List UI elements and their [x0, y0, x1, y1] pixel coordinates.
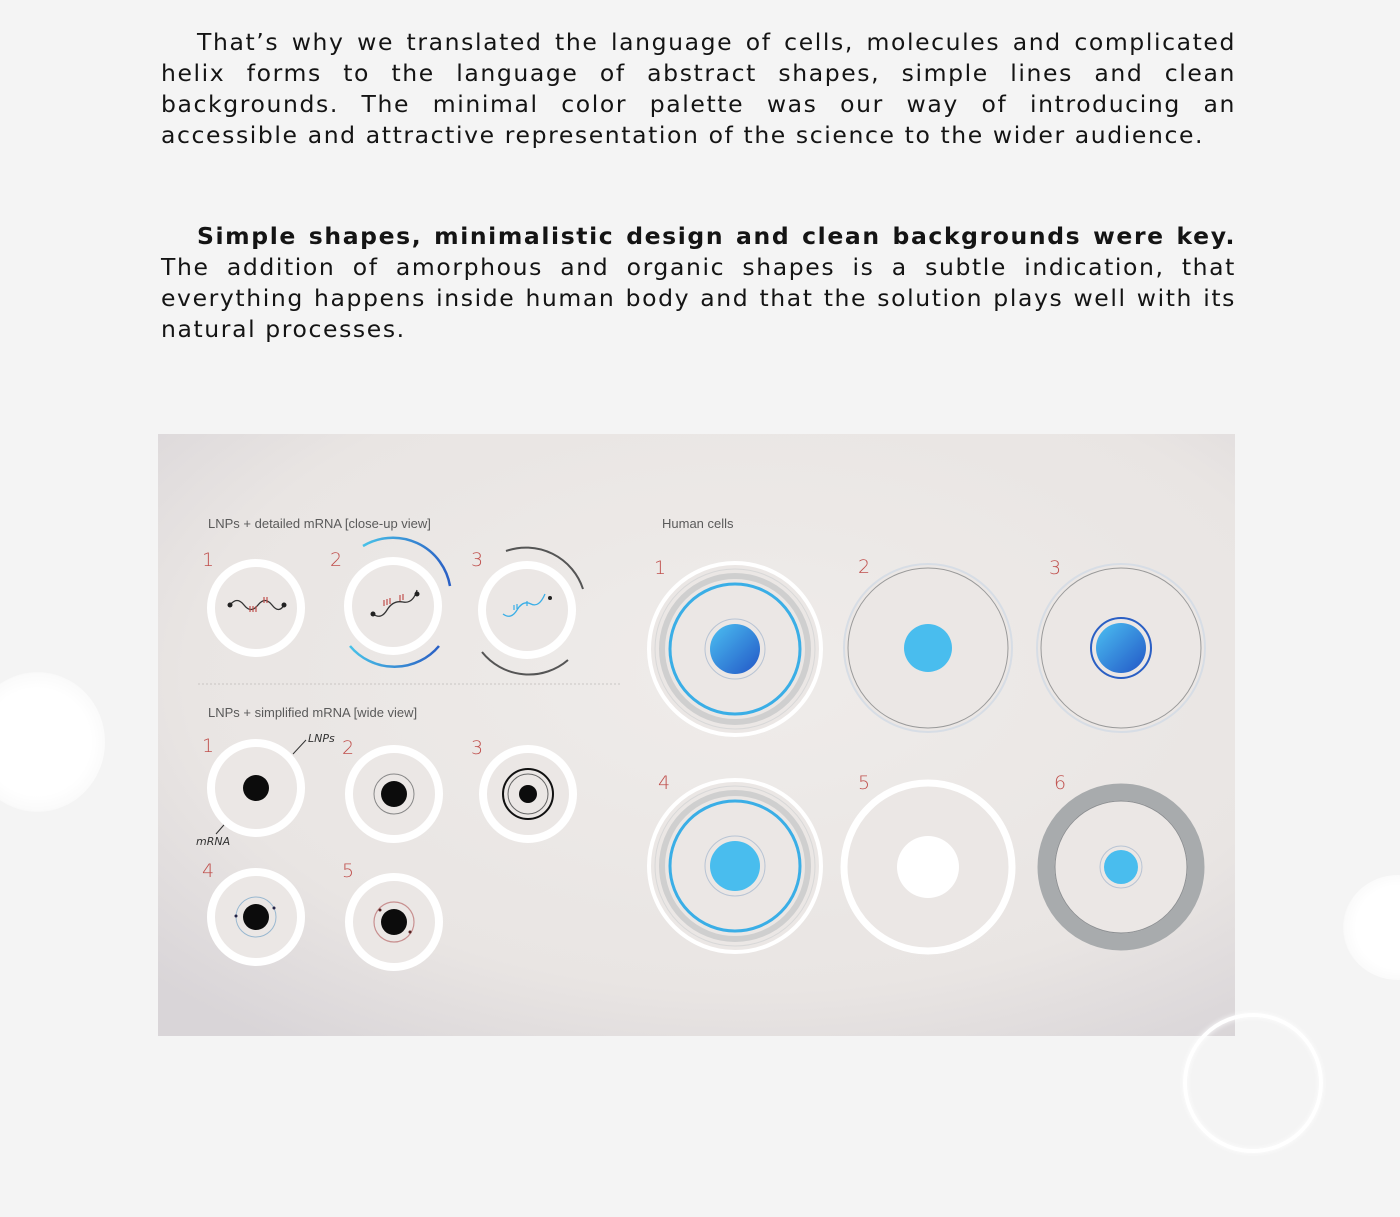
decorative-glow-right [1343, 875, 1400, 980]
wide-number-5: 5 [342, 860, 355, 882]
wide-lnp-2 [349, 749, 439, 839]
wide-lnp-5 [349, 877, 439, 967]
cells-section-title: Human cells [662, 516, 734, 531]
cell-number-2: 2 [858, 556, 871, 578]
human-cell-3 [1037, 564, 1205, 732]
wide-lnp-3 [483, 749, 573, 839]
annotation-mrna: mRNA [196, 835, 231, 848]
decorative-ring [1183, 1013, 1323, 1153]
wide-number-4: 4 [202, 860, 215, 882]
cell-number-5: 5 [858, 772, 871, 794]
wide-number-1: 1 [202, 735, 215, 757]
closeup-section-title: LNPs + detailed mRNA [close-up view] [208, 516, 431, 531]
design-paragraph-lead: Simple shapes, minimalistic design and clean backgrounds were key. [197, 222, 1236, 250]
intro-paragraph: That’s why we translated the language of cells, molecules and complicated helix forms to the language of abstract shapes, simple lines and clean backgrounds. The minimal color palette was our way of introducing an accessible and attractive representation of the science to the wider audience. [161, 28, 1236, 149]
closeup-number-2: 2 [330, 549, 343, 571]
closeup-number-3: 3 [471, 549, 484, 571]
closeup-lnp-1 [211, 563, 301, 653]
dashed-divider [0, 1178, 1100, 1190]
design-paragraph [161, 221, 1236, 345]
wide-lnp-1 [211, 743, 301, 833]
human-cell-2 [844, 564, 1012, 732]
decorative-glow-left [0, 672, 105, 812]
wide-number-2: 2 [342, 737, 355, 759]
human-cell-1 [649, 563, 821, 735]
cell-number-4: 4 [658, 772, 671, 794]
human-cell-5 [844, 783, 1012, 951]
closeup-number-1: 1 [202, 549, 215, 571]
design-board-image [158, 434, 1235, 1036]
human-cell-6 [1046, 792, 1196, 942]
cell-number-3: 3 [1049, 557, 1062, 579]
wide-section-title: LNPs + simplified mRNA [wide view] [208, 705, 418, 720]
wide-lnp-4 [211, 872, 301, 962]
cell-number-1: 1 [654, 557, 667, 579]
wide-number-3: 3 [471, 737, 484, 759]
human-cell-4 [649, 780, 821, 952]
cell-number-6: 6 [1054, 772, 1067, 794]
annotation-lnps: LNPs [308, 732, 335, 745]
design-paragraph-body: The addition of amorphous and organic shapes is a subtle indication, that everything happens inside human body and that the solution plays well with its natural processes. [161, 253, 1236, 343]
